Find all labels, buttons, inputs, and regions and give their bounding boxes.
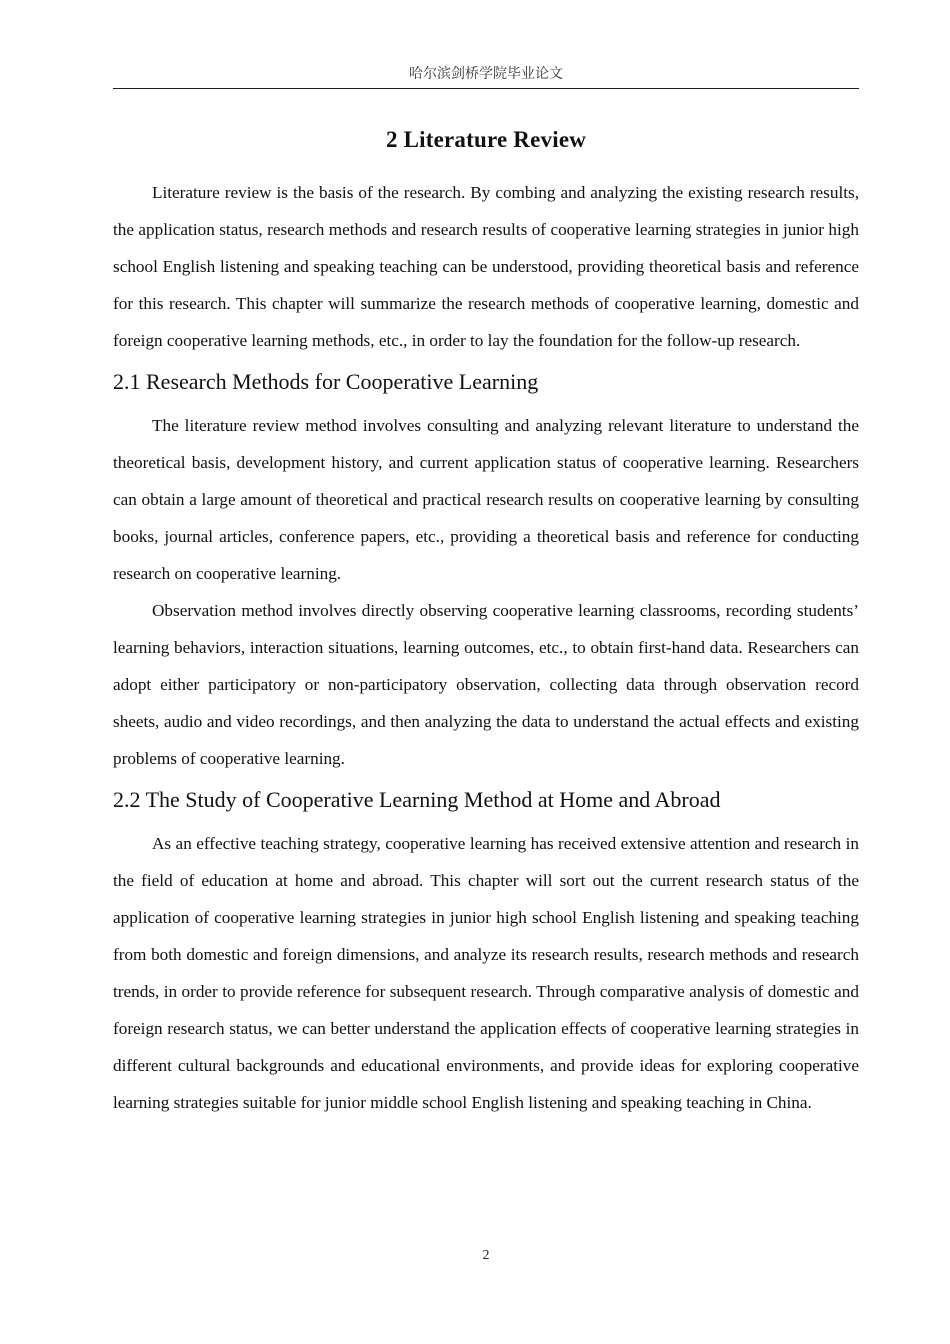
page-body [113, 120, 859, 1121]
section-2-1-paragraph-2: Observation method involves directly observing cooperative learning classrooms, recording students’ learning behaviors, interaction situations, learning outcomes, etc., to obtain first-hand data. Researchers can adopt either participatory or non-participatory observation, collecting data through observation record sheets, audio and video recordings, and then analyzing the data to understand the actual effects and existing problems of cooperative learning. [113, 601, 859, 768]
section-title-2-1: 2.1 Research Methods for Cooperative Learning [113, 369, 539, 394]
section-title-2-2: 2.2 The Study of Cooperative Learning Method at Home and Abroad [113, 787, 721, 812]
header-divider [113, 88, 859, 89]
chapter-title: 2 Literature Review [385, 127, 587, 152]
running-header: 哈尔滨剑桥学院毕业论文 [409, 67, 563, 82]
section-2-2-paragraph-1: As an effective teaching strategy, cooperative learning has received extensive attention and research in the field of education at home and abroad. This chapter will sort out the current research status of the application of cooperative learning strategies in junior high school English listening and speaking teaching from both domestic and foreign dimensions, and analyze its research results, research methods and research trends, in order to provide reference for subsequent research. Through comparative analysis of domestic and foreign research status, we can better understand the application effects of cooperative learning strategies in different cultural backgrounds and educational environments, and provide ideas for exploring cooperative learning strategies suitable for junior middle school English listening and speaking teaching in China. [113, 834, 859, 1112]
chapter-intro-paragraph: Literature review is the basis of the research. By combing and analyzing the existing research results, the application status, research methods and research results of cooperative learning strategies in junior high school English listening and speaking teaching can be understood, providing theoretical basis and reference for this research. This chapter will summarize the research methods of cooperative learning, domestic and foreign cooperative learning methods, etc., in order to lay the foundation for the follow-up research. [113, 183, 859, 350]
section-2-1-paragraph-1: The literature review method involves consulting and analyzing relevant literature to understand the theoretical basis, development history, and current application status of cooperative learning. Researchers can obtain a large amount of theoretical and practical research results on cooperative learning by consulting books, journal articles, conference papers, etc., providing a theoretical basis and reference for conducting research on cooperative learning. [113, 416, 859, 583]
page-number: 2 [482, 1248, 490, 1263]
